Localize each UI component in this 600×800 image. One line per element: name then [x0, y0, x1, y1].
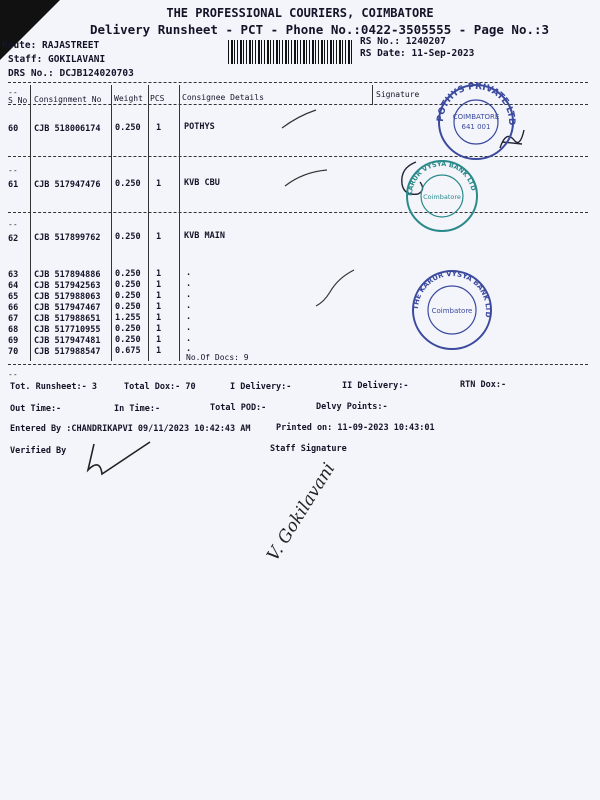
- kvb-stamp-1-ring: KARUR VYSYA BANK LTD: [405, 159, 478, 197]
- delivery-signature: [283, 166, 329, 190]
- staff-signature-label: Staff Signature: [270, 444, 347, 454]
- row-pcs: 1: [156, 280, 162, 290]
- barcode: [228, 40, 352, 64]
- row-consignment: CJB 517988651: [34, 314, 101, 324]
- row-consignee: .: [186, 268, 192, 278]
- row-consignment: CJB 517947481: [34, 336, 101, 346]
- rs-number: RS No.: 1240207: [360, 36, 446, 47]
- row-consignee: .: [186, 334, 192, 344]
- kvb-stamp-2: [410, 268, 494, 352]
- col-sno: S No: [8, 96, 28, 105]
- delivery-signature: [280, 108, 320, 130]
- row-consignment: CJB 517942563: [34, 281, 101, 291]
- pothys-stamp-ring: POTHYS PRIVATE LTD: [435, 81, 517, 126]
- verifier-signature: [80, 436, 152, 484]
- route-label: Route: RAJASTREET: [2, 40, 100, 51]
- row-consignee: .: [186, 344, 192, 354]
- row-weight: 0.250: [115, 232, 141, 242]
- verified-by: Verified By: [10, 446, 67, 456]
- company-title: THE PROFESSIONAL COURIERS, COIMBATORE: [166, 6, 434, 20]
- row-sno: 61: [8, 180, 19, 190]
- row-pcs: 1: [156, 335, 162, 345]
- drs-number: DRS No.: DCJB124020703: [8, 68, 134, 79]
- col-pcs: PCS: [150, 94, 165, 103]
- row-consignment: CJB 517947467: [34, 303, 101, 313]
- total-dox: Total Dox:- 70: [124, 382, 196, 392]
- row-consignee: .: [186, 301, 192, 311]
- row-weight: 0.250: [115, 179, 141, 189]
- row-sno: 62: [8, 234, 19, 244]
- row-consignee: .: [186, 312, 192, 322]
- row-pcs: 1: [156, 291, 162, 301]
- row-sno: 66: [8, 303, 19, 313]
- row-consignee: KVB CBU: [184, 178, 220, 188]
- row-weight: 1.255: [115, 313, 141, 323]
- kvb-stamp-2-ring: THE KARUR VYSYA BANK LTD: [411, 269, 493, 318]
- row-consignee: .: [186, 323, 192, 333]
- staff-handwritten-name: V. Gokilavani: [263, 459, 340, 565]
- kvb-stamp-1-city: Coimbatore: [423, 193, 461, 201]
- row-sno: 70: [8, 347, 19, 357]
- tot-runsheet: Tot. Runsheet:- 3: [10, 382, 97, 392]
- row-consignment: CJB 517988547: [34, 347, 101, 357]
- row-weight: 0.675: [115, 346, 141, 356]
- row-pcs: 1: [156, 179, 162, 189]
- row-weight: 0.250: [115, 324, 141, 334]
- total-pod: Total POD:-: [210, 403, 267, 413]
- ii-delivery: II Delivery:-: [342, 381, 409, 391]
- row-sno: 68: [8, 325, 19, 335]
- runsheet-title: Delivery Runsheet - PCT - Phone No.:0422-3505555 - Page No.:3: [90, 22, 550, 37]
- no-of-docs: No.Of Docs: 9: [186, 353, 249, 362]
- rtn-dox: RTN Dox:-: [460, 380, 507, 390]
- row-sno: 60: [8, 124, 19, 134]
- row-consignment: CJB 517947476: [34, 180, 101, 190]
- col-signature: Signature: [376, 90, 420, 99]
- row-consignment: CJB 517988063: [34, 292, 101, 302]
- delivery-signature: [312, 268, 358, 310]
- staff-label: Staff: GOKILAVANI: [8, 54, 106, 65]
- svg-text:KARUR VYSYA BANK LTD: [406, 160, 478, 196]
- row-consignment: CJB 517899762: [34, 233, 101, 243]
- kvb-stamp-2-city: Coimbatore: [431, 307, 473, 315]
- row-consignee: .: [186, 290, 192, 300]
- col-consignment: Consignment No: [34, 95, 102, 104]
- row-consignment: CJB 517894886: [34, 270, 101, 280]
- row-pcs: 1: [156, 232, 162, 242]
- in-time: In Time:-: [114, 404, 161, 414]
- row-sno: 67: [8, 314, 19, 324]
- col-consignee: Consignee Details: [182, 93, 264, 102]
- row-consignment: CJB 517710955: [34, 325, 101, 335]
- row-consignee: POTHYS: [184, 122, 215, 132]
- row-weight: 0.250: [115, 291, 141, 301]
- row-pcs: 1: [156, 302, 162, 312]
- delvy-points: Delvy Points:-: [316, 402, 388, 412]
- row-weight: 0.250: [115, 335, 141, 345]
- row-sno: 63: [8, 270, 19, 280]
- entered-by: Entered By :CHANDRIKAPVI 09/11/2023 10:42:43 AM: [10, 424, 251, 434]
- row-sno: 65: [8, 292, 19, 302]
- row-pcs: 1: [156, 313, 162, 323]
- rs-date: RS Date: 11-Sep-2023: [360, 48, 475, 59]
- pothys-stamp: [436, 82, 516, 162]
- row-consignment: CJB 518006174: [34, 124, 101, 134]
- printed-on: Printed on: 11-09-2023 10:43:01: [276, 423, 435, 433]
- kvb-stamp-1: [404, 158, 480, 234]
- row-pcs: 1: [156, 346, 162, 356]
- staff-handwritten-signature: [260, 459, 370, 570]
- row-weight: 0.250: [115, 269, 141, 279]
- row-consignee: .: [186, 279, 192, 289]
- row-pcs: 1: [156, 269, 162, 279]
- out-time: Out Time:-: [10, 404, 62, 414]
- col-weight: Weight: [114, 94, 143, 103]
- pothys-stamp-city: COIMBATORE: [452, 113, 500, 121]
- row-sno: 69: [8, 336, 19, 346]
- pothys-stamp-pin: 641 001: [461, 123, 491, 131]
- row-sno: 64: [8, 281, 19, 291]
- row-pcs: 1: [156, 123, 162, 133]
- row-weight: 0.250: [115, 280, 141, 290]
- row-weight: 0.250: [115, 302, 141, 312]
- row-consignee: KVB MAIN: [184, 231, 225, 241]
- row-weight: 0.250: [115, 123, 141, 133]
- i-delivery: I Delivery:-: [230, 382, 292, 392]
- row-pcs: 1: [156, 324, 162, 334]
